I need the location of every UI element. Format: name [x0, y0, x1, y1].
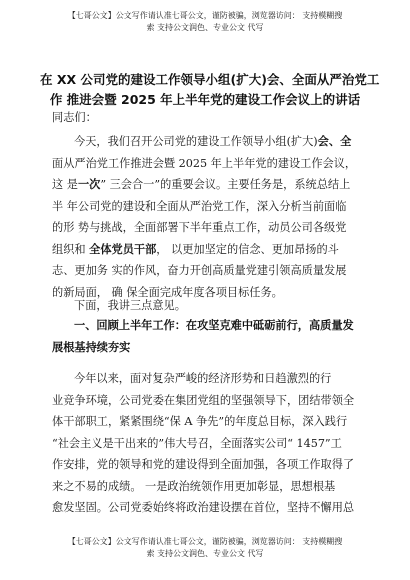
- footer-line-2: 索 支持公文润色、专业公文 代写: [146, 549, 264, 558]
- paragraph-review: [52, 368, 370, 519]
- title-line-2: 作 推进会暨 2025 年上半年党的建设工作会议上的讲话: [49, 92, 361, 107]
- emphasis-text: 全体党员干部: [89, 242, 157, 256]
- paragraph-line: 来之不易的成绩。 一是政治统领作用更加彰显，思想根基: [52, 479, 336, 493]
- paragraph-line: 的新局面， 确 保全面完成年度各项目标任务。: [52, 285, 283, 299]
- paragraph-line: 愈发坚固。公司党委始终将政治建设摆在首位，坚持不懈用总: [52, 501, 355, 514]
- paragraph-line: 组织和 全体党员干部， 以更加坚定的信念、更加昂扬的斗: [52, 242, 339, 256]
- paragraph-line: 下面，我讲三点意见。: [74, 299, 186, 312]
- greeting: 同志们：: [52, 111, 97, 124]
- paragraph-line: “社会主义是干出来的”伟大号召，全面落实公司“ 1457”工: [52, 436, 342, 450]
- paragraph-line: 半 年公司党的建设和全面从严治党工作，深入分析当前面临: [52, 199, 347, 213]
- header-line-2: 索 支持公文润色、专业公文 代写: [146, 23, 264, 32]
- paragraph-line: 今年以来，面对复杂严峻的经济形势和日趋激烈的行: [74, 372, 332, 385]
- title-line-1: 在 XX 公司党的建设工作领导小组(扩大)会、全面从严治党工: [40, 72, 380, 87]
- section-heading-1: [52, 315, 370, 358]
- paragraph-line: 的形 势与挑战，全面部署下半年重点工作，动员公司各级党: [52, 221, 347, 234]
- paragraph-opening: [52, 131, 370, 303]
- page-header: [0, 10, 410, 34]
- footer-line-1: 【七哥公文】公文写作请认准七哥公文，谨防被骗，浏览器访问： 支持模糊搜: [67, 537, 343, 546]
- paragraph-line: 业竞争环境，公司党委在集团党组的坚强领导下，团结带领全: [52, 393, 355, 407]
- emphasis-text: 全: [340, 135, 352, 148]
- paragraph-line: 今天，我们召开公司党的建设工作领导小组(扩大)会、全: [74, 135, 352, 148]
- page-footer: [0, 536, 410, 560]
- paragraph-line: 这 是一次” 三会合一”的重要会议。主要任务是，系统总结上: [52, 178, 351, 191]
- emphasis-text: 会、: [317, 135, 341, 148]
- paragraph-line: 面从严治党工作推进会暨 2025 年上半年党的建设工作会议，: [52, 156, 357, 170]
- paragraph-line: 体干部职工，紧紧围绕“保 A 争先”的年度总目标，深入践行: [52, 415, 348, 428]
- paragraph-line: 作安排，党的领导和党的建设得到全面加强，各项工作取得了: [52, 458, 355, 471]
- heading-line-2: 展根基持续夯实: [52, 340, 131, 354]
- document-title: [40, 70, 380, 110]
- emphasis-text: 一次: [77, 178, 101, 191]
- paragraph-intro: [52, 295, 370, 317]
- header-line-1: 【七哥公文】公文写作请认准七哥公文，谨防被骗，浏览器访问： 支持模糊搜: [67, 11, 343, 20]
- paragraph-line: 志、更加务 实的作风，奋力开创高质量党建引领高质量发展: [52, 264, 347, 277]
- heading-line-1: 一、回顾上半年工作：在攻坚克难中砥砺前行，高质量发: [74, 319, 354, 332]
